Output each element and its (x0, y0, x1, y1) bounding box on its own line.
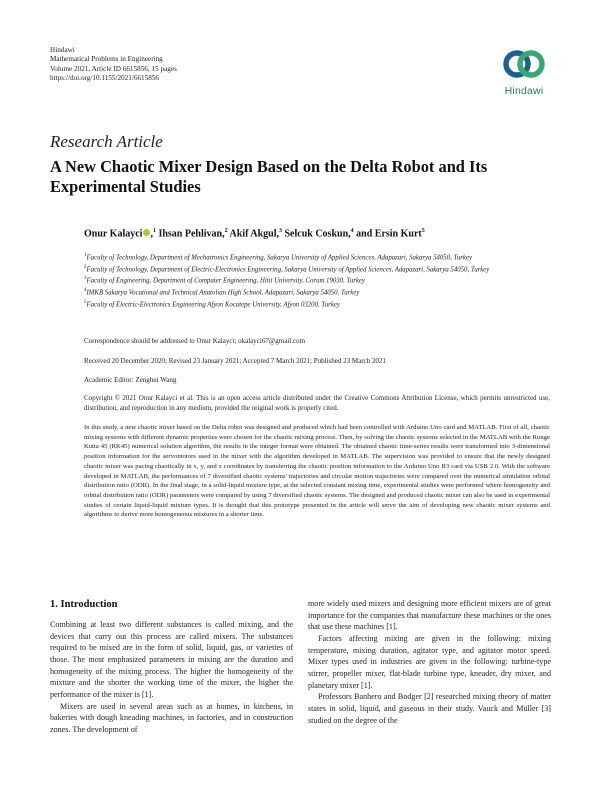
hindawi-logo-icon (501, 48, 547, 80)
author-affiliation-marker: 5 (421, 228, 425, 234)
body-column-right (308, 598, 551, 726)
author-name: Akif Akgul (229, 228, 277, 240)
logo-text: Hindawi (504, 85, 544, 97)
copyright-notice: Copyright © 2021 Onur Kalayci et al. This is an open access article distributed under the Creative Commons Attribution License, which permits unrestricted use, distribution, and reproduction in any medium, provided the original work is properly cited. (84, 394, 550, 412)
author-affiliation-marker: 3 (279, 228, 282, 234)
section-heading: 1. Introduction (50, 599, 118, 610)
affiliation-text: Faculty of Engineering, Department of Computer Engineering, Hitit University, Corum 19030, Turkey (86, 277, 365, 285)
author-list: Onur Kalayci ,$^1$ Ihsan Pehlivan,$^2$ Akif Akgul,$^3$ Selcuk Coskun,$^4$ and Ersin Kurt$^5$ (84, 228, 425, 240)
affiliation-marker: 4 (84, 288, 87, 294)
body-column-left (50, 598, 293, 736)
body-paragraph: Factors affecting mixing are given in the following: mixing temperature, mixing duration, agitator type, and agitator motor speed. Mixer types used in industries are given in the following: turbine-type stirrer, propeller mixer, flat-blade turbine type, kneader, dry mixer, and planetary mixer [1]. (308, 633, 551, 690)
author-affiliation-marker: 4 (350, 228, 354, 234)
journal-name: Mathematical Problems in Engineering (50, 55, 163, 64)
affiliation (84, 274, 550, 286)
affiliation-text: Faculty of Technology, Department of Mechatronics Engineering, Sakarya University of Applied Sciences, Adapazari, Sakarya 54050, Turkey (86, 254, 472, 262)
article-type: Research Article (50, 132, 163, 151)
article-title: A New Chaotic Mixer Design Based on the Delta Robot and Its Experimental Studies (50, 157, 488, 196)
doi-link[interactable]: https://doi.org/10.1155/2021/6615856 (50, 74, 160, 83)
author-name: Ersin Kurt (374, 228, 422, 240)
author-name: Ihsan Pehlivan (158, 228, 223, 240)
hindawi-logo (494, 48, 554, 97)
correspondence: Correspondence should be addressed to Onur Kalayci; okalayci67@gmail.com (84, 337, 306, 345)
body-paragraph: Combining at least two different substances is called mixing, and the devices that carry out this process are called mixers. The substances required to be mixed are in the form of solid, liquid, gas, or varieties of those. The most emphasized parameters in mixing are the duration and homogeneity of the mixing process. The higher the homogeneity of the mixture and the shorter the working time of the mixer, the higher the performance of the mixer is [1]. (50, 620, 293, 699)
affiliation-marker: 5 (84, 299, 87, 305)
publisher-name: Hindawi (50, 46, 75, 54)
author-name: Onur Kalayci (84, 228, 143, 240)
affiliation-text: IMKB Sakarya Vocational and Technical Anatolian High School, Adapazari, Sakarya 54050, Turkey (86, 289, 360, 297)
body-paragraph: more widely used mixers and designing more efficient mixers are of great importance for the companies that manufacture these machines or the ones that use these machines [1]. (308, 599, 551, 632)
body-paragraph: Professors Banhero and Bodger [2] researched mixing theory of matter states in solid, liquid, and gaseous in their study. Vauck and Müller [3] studied on the degree of the (308, 692, 551, 725)
affiliation (84, 251, 550, 263)
affiliation-list (84, 251, 550, 309)
affiliation-text: Faculty of Technology, Department of Electric-Electronics Engineering, Sakarya University of Applied Sciences, Adapazari, Sakarya 54050, Turkey (86, 265, 490, 273)
orcid-icon[interactable] (143, 229, 150, 236)
affiliation (84, 263, 550, 275)
article-dates: Received 20 December 2020; Revised 23 January 2021; Accepted 7 March 2021; Published 23 March 2021 (84, 357, 386, 365)
body-paragraph: Mixers are used in several areas such as at homes, in kitchens, in bakeries with dough kneading machines, in factories, and in construction zones. The development of (50, 701, 293, 734)
affiliation (84, 298, 550, 310)
author-name: Selcuk Coskun (284, 228, 349, 240)
affiliation-marker: 1 (84, 253, 87, 258)
affiliation-marker: 2 (84, 264, 87, 270)
volume-line: Volume 2021, Article ID 6615856, 15 pages (50, 64, 177, 73)
author-affiliation-marker: 1 (152, 228, 156, 234)
affiliation-text: Faculty of Electric-Electronics Engineering Afyon Kocatepe University, Afyon 03200, Turkey (86, 300, 340, 308)
abstract: In this study, a new chaotic mixer based on the Delta robot was designed and produced which had been controlled with Arduino Uno card and MATLAB. First of all, chaotic mixing systems with different dynamic properties were chosen for the chaotic mixing process. Then, by solving the chaotic systems selected in the MATLAB with the Runge Kutta 45 (RK45) numerical solution algorithm, the results in the integer format were obtained. The obtained chaotic time-series results were transformed into 3-dimensional position information for the servomotors used in the mixer with the algorithm developed in MATLAB. The supervision was provided to ensure that the newly designed chaotic mixer was pacing chaotically in x, y, and z coordinates by transferring the chaotic position information to the Arduino Uno R3 card via USB 2.0. With the software developed in MATLAB, the performances of 7 diversified chaotic systems' trajectories and circular motion trajectories were compared over the numerical simulation orbital distribution ratio (ODR). In the final stage, in a solid-liquid mixture type, at the selected constant mixing time, experimental studies were performed where homogeneity and orbital distribution ratio (ODR) parameters were compared by using 7 diversified chaotic systems. The designed and produced chaotic mixer can also be used in experimental studies of certain liquid-liquid mixture types. It is thought that this prototype presented in the article will serve the aim of developing new chaotic mixer systems and algorithms to derive more homogeneous mixtures in a shorter time. (84, 424, 550, 519)
affiliation (84, 286, 550, 298)
affiliation-marker: 3 (84, 276, 87, 282)
author-affiliation-marker: 2 (224, 228, 228, 234)
academic-editor: Academic Editor: Zenghui Wang (84, 376, 177, 384)
journal-info (50, 46, 177, 84)
